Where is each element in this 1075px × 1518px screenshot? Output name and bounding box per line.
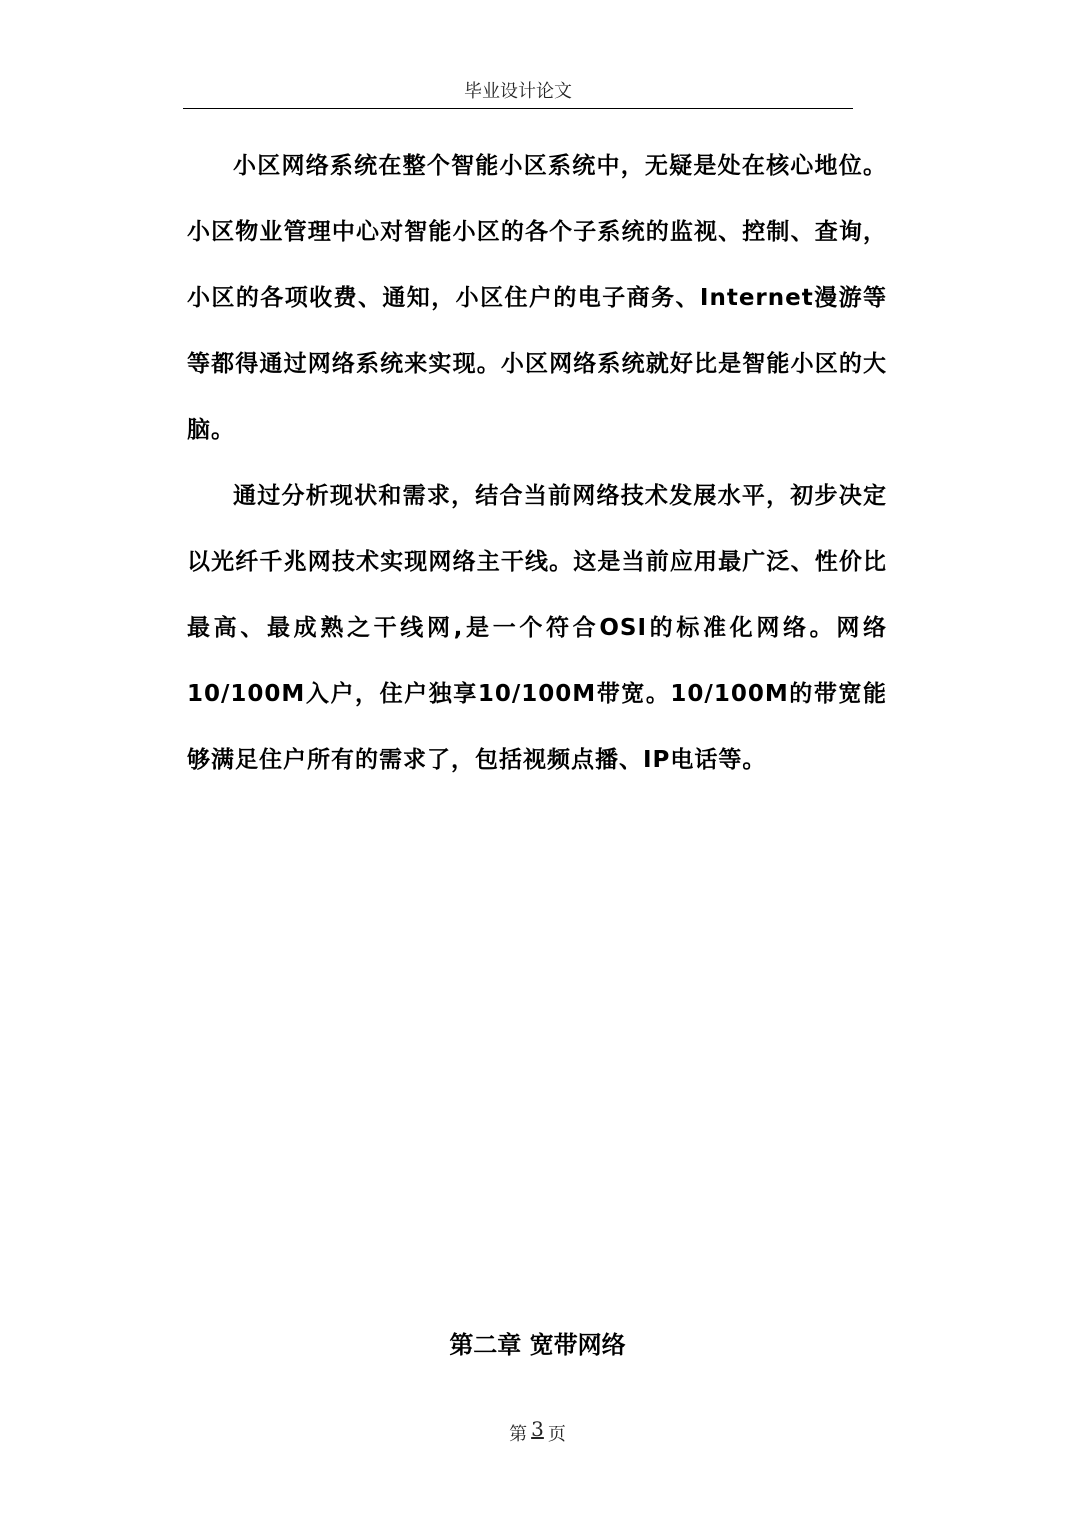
page-number: 3	[531, 1417, 544, 1441]
chapter-heading: 第二章 宽带网络	[449, 1331, 626, 1359]
page-footer	[0, 1417, 1075, 1446]
body-paragraph-2-container	[187, 463, 887, 793]
body-paragraph-2: 通过分析现状和需求，结合当前网络技术发展水平，初步决定以光纤千兆网技术实现网络主干线。这是当前应用最广泛、性价比最高、最成熟之干线网,是一个符合OSI的标准化网络。网络10/100M入户，住户独享10/100M带宽。10/100M的带宽能够满足住户所有的需求了，包括视频点播、IP电话等。	[187, 483, 887, 773]
body-paragraph-1: 小区网络系统在整个智能小区系统中，无疑是处在核心地位。小区物业管理中心对智能小区的各个子系统的监视、控制、查询，小区的各项收费、通知，小区住户的电子商务、Internet漫游等等都得通过网络系统来实现。小区网络系统就好比是智能小区的大脑。	[187, 153, 887, 443]
body-paragraph-1-container	[187, 133, 887, 463]
page-header	[183, 78, 853, 109]
footer-prefix: 第	[509, 1424, 528, 1445]
header-title: 毕业设计论文	[464, 81, 572, 102]
footer-suffix: 页	[547, 1424, 566, 1445]
